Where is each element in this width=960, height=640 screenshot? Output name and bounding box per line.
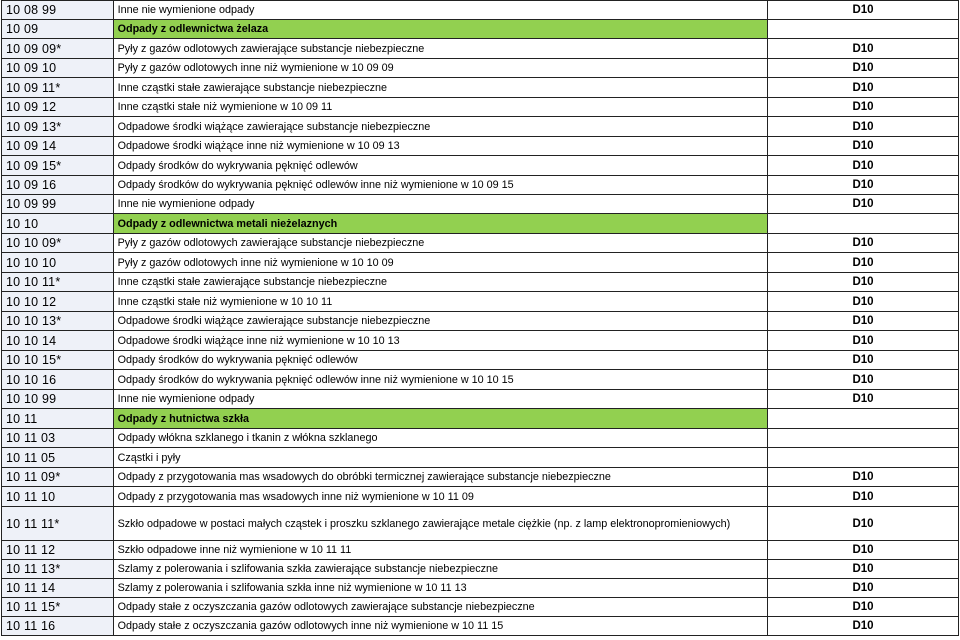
- classification-cell: D10: [767, 137, 958, 156]
- table-row: [2, 351, 959, 370]
- code-cell: 10 10 11*: [2, 273, 114, 292]
- code-cell: 10 10 99: [2, 390, 114, 409]
- classification-cell: D10: [767, 98, 958, 117]
- description-cell: Odpady stałe z oczyszczania gazów odlotowych inne niż wymienione w 10 11 15: [113, 617, 767, 636]
- code-cell: 10 10: [2, 214, 114, 234]
- classification-cell: D10: [767, 156, 958, 176]
- classification-cell: D10: [767, 579, 958, 598]
- table-row: [2, 448, 959, 468]
- classification-cell: D10: [767, 78, 958, 98]
- description-cell: Odpady środków do wykrywania pęknięć odlewów inne niż wymienione w 10 10 15: [113, 370, 767, 390]
- description-cell: Odpadowe środki wiążące zawierające substancje niebezpieczne: [113, 117, 767, 137]
- code-cell: 10 09 13*: [2, 117, 114, 137]
- table-row: [2, 468, 959, 487]
- classification-cell: D10: [767, 234, 958, 253]
- description-cell: Szkło odpadowe inne niż wymienione w 10 11 11: [113, 541, 767, 560]
- classification-cell: D10: [767, 370, 958, 390]
- description-cell: Odpady środków do wykrywania pęknięć odlewów: [113, 351, 767, 370]
- code-cell: 10 09 15*: [2, 156, 114, 176]
- classification-cell: D10: [767, 312, 958, 331]
- code-cell: 10 09: [2, 20, 114, 39]
- table-row: [2, 507, 959, 541]
- table-row: [2, 117, 959, 137]
- table-row: [2, 59, 959, 78]
- classification-cell: D10: [767, 487, 958, 507]
- classification-cell: D10: [767, 507, 958, 541]
- code-cell: 10 11 14: [2, 579, 114, 598]
- description-cell: Szlamy z polerowania i szlifowania szkła zawierające substancje niebezpieczne: [113, 560, 767, 579]
- classification-cell: D10: [767, 39, 958, 59]
- classification-cell: D10: [767, 617, 958, 636]
- table-row: [2, 487, 959, 507]
- description-cell: Odpadowe środki wiążące inne niż wymienione w 10 09 13: [113, 137, 767, 156]
- table-row: [2, 98, 959, 117]
- description-cell: Odpady z odlewnictwa metali nieżelaznych: [113, 214, 767, 234]
- description-cell: Cząstki i pyły: [113, 448, 767, 468]
- classification-cell: D10: [767, 598, 958, 617]
- code-cell: 10 09 16: [2, 176, 114, 195]
- code-cell: 10 10 12: [2, 292, 114, 312]
- table-row: [2, 579, 959, 598]
- table-row: [2, 429, 959, 448]
- description-cell: Odpady z przygotowania mas wsadowych do obróbki termicznej zawierające substancje niebezpieczne: [113, 468, 767, 487]
- classification-cell: D10: [767, 273, 958, 292]
- code-cell: 10 11 16: [2, 617, 114, 636]
- description-cell: Pyły z gazów odlotowych inne niż wymienione w 10 09 09: [113, 59, 767, 78]
- table-body: [2, 1, 959, 636]
- code-cell: 10 10 16: [2, 370, 114, 390]
- code-cell: 10 09 12: [2, 98, 114, 117]
- classification-cell: [767, 409, 958, 429]
- description-cell: Szlamy z polerowania i szlifowania szkła inne niż wymienione w 10 11 13: [113, 579, 767, 598]
- table-row: [2, 390, 959, 409]
- table-row: [2, 541, 959, 560]
- code-cell: 10 10 09*: [2, 234, 114, 253]
- table-row: [2, 253, 959, 273]
- table-row: [2, 560, 959, 579]
- classification-cell: D10: [767, 541, 958, 560]
- description-cell: Odpady stałe z oczyszczania gazów odlotowych zawierające substancje niebezpieczne: [113, 598, 767, 617]
- description-cell: Inne nie wymienione odpady: [113, 195, 767, 214]
- table-row: [2, 137, 959, 156]
- description-cell: Inne cząstki stałe niż wymienione w 10 09 11: [113, 98, 767, 117]
- description-cell: Pyły z gazów odlotowych inne niż wymienione w 10 10 09: [113, 253, 767, 273]
- code-cell: 10 10 13*: [2, 312, 114, 331]
- table-row: [2, 617, 959, 636]
- classification-cell: D10: [767, 292, 958, 312]
- code-cell: 10 09 10: [2, 59, 114, 78]
- code-cell: 10 09 11*: [2, 78, 114, 98]
- description-cell: Szkło odpadowe w postaci małych cząstek i proszku szklanego zawierające metale ciężkie (np. z lamp elektronopromieniowych): [113, 507, 767, 541]
- table-row: [2, 331, 959, 351]
- description-cell: Odpady z hutnictwa szkła: [113, 409, 767, 429]
- code-cell: 10 11 10: [2, 487, 114, 507]
- code-cell: 10 10 10: [2, 253, 114, 273]
- group-header-row: [2, 214, 959, 234]
- description-cell: Odpady z przygotowania mas wsadowych inne niż wymienione w 10 11 09: [113, 487, 767, 507]
- description-cell: Inne nie wymienione odpady: [113, 390, 767, 409]
- table-row: [2, 292, 959, 312]
- classification-cell: D10: [767, 560, 958, 579]
- classification-cell: D10: [767, 1, 958, 20]
- code-cell: 10 09 99: [2, 195, 114, 214]
- classification-cell: D10: [767, 351, 958, 370]
- classification-cell: D10: [767, 176, 958, 195]
- table-row: [2, 312, 959, 331]
- table-row: [2, 598, 959, 617]
- table-row: [2, 156, 959, 176]
- table-row: [2, 39, 959, 59]
- code-cell: 10 11 09*: [2, 468, 114, 487]
- classification-cell: [767, 448, 958, 468]
- table-row: [2, 234, 959, 253]
- code-cell: 10 11: [2, 409, 114, 429]
- classification-cell: [767, 429, 958, 448]
- classification-cell: [767, 214, 958, 234]
- description-cell: Pyły z gazów odlotowych zawierające substancje niebezpieczne: [113, 234, 767, 253]
- description-cell: Odpadowe środki wiążące zawierające substancje niebezpieczne: [113, 312, 767, 331]
- table-row: [2, 370, 959, 390]
- description-cell: Odpady środków do wykrywania pęknięć odlewów inne niż wymienione w 10 09 15: [113, 176, 767, 195]
- classification-cell: D10: [767, 117, 958, 137]
- code-cell: 10 11 03: [2, 429, 114, 448]
- description-cell: Inne nie wymienione odpady: [113, 1, 767, 20]
- waste-code-table: [1, 0, 959, 636]
- table-row: [2, 195, 959, 214]
- code-cell: 10 10 15*: [2, 351, 114, 370]
- table-row: [2, 176, 959, 195]
- group-header-row: [2, 20, 959, 39]
- group-header-row: [2, 409, 959, 429]
- classification-cell: [767, 20, 958, 39]
- code-cell: 10 11 05: [2, 448, 114, 468]
- classification-cell: D10: [767, 390, 958, 409]
- table-row: [2, 78, 959, 98]
- classification-cell: D10: [767, 253, 958, 273]
- code-cell: 10 08 99: [2, 1, 114, 20]
- description-cell: Inne cząstki stałe niż wymienione w 10 10 11: [113, 292, 767, 312]
- description-cell: Odpady środków do wykrywania pęknięć odlewów: [113, 156, 767, 176]
- code-cell: 10 09 09*: [2, 39, 114, 59]
- classification-cell: D10: [767, 59, 958, 78]
- table-row: [2, 273, 959, 292]
- code-cell: 10 09 14: [2, 137, 114, 156]
- table-row: [2, 1, 959, 20]
- code-cell: 10 10 14: [2, 331, 114, 351]
- code-cell: 10 11 12: [2, 541, 114, 560]
- code-cell: 10 11 13*: [2, 560, 114, 579]
- code-cell: 10 11 11*: [2, 507, 114, 541]
- classification-cell: D10: [767, 468, 958, 487]
- classification-cell: D10: [767, 195, 958, 214]
- description-cell: Inne cząstki stałe zawierające substancje niebezpieczne: [113, 273, 767, 292]
- description-cell: Odpadowe środki wiążące inne niż wymienione w 10 10 13: [113, 331, 767, 351]
- description-cell: Odpady z odlewnictwa żelaza: [113, 20, 767, 39]
- description-cell: Inne cząstki stałe zawierające substancje niebezpieczne: [113, 78, 767, 98]
- classification-cell: D10: [767, 331, 958, 351]
- description-cell: Odpady włókna szklanego i tkanin z włókna szklanego: [113, 429, 767, 448]
- description-cell: Pyły z gazów odlotowych zawierające substancje niebezpieczne: [113, 39, 767, 59]
- code-cell: 10 11 15*: [2, 598, 114, 617]
